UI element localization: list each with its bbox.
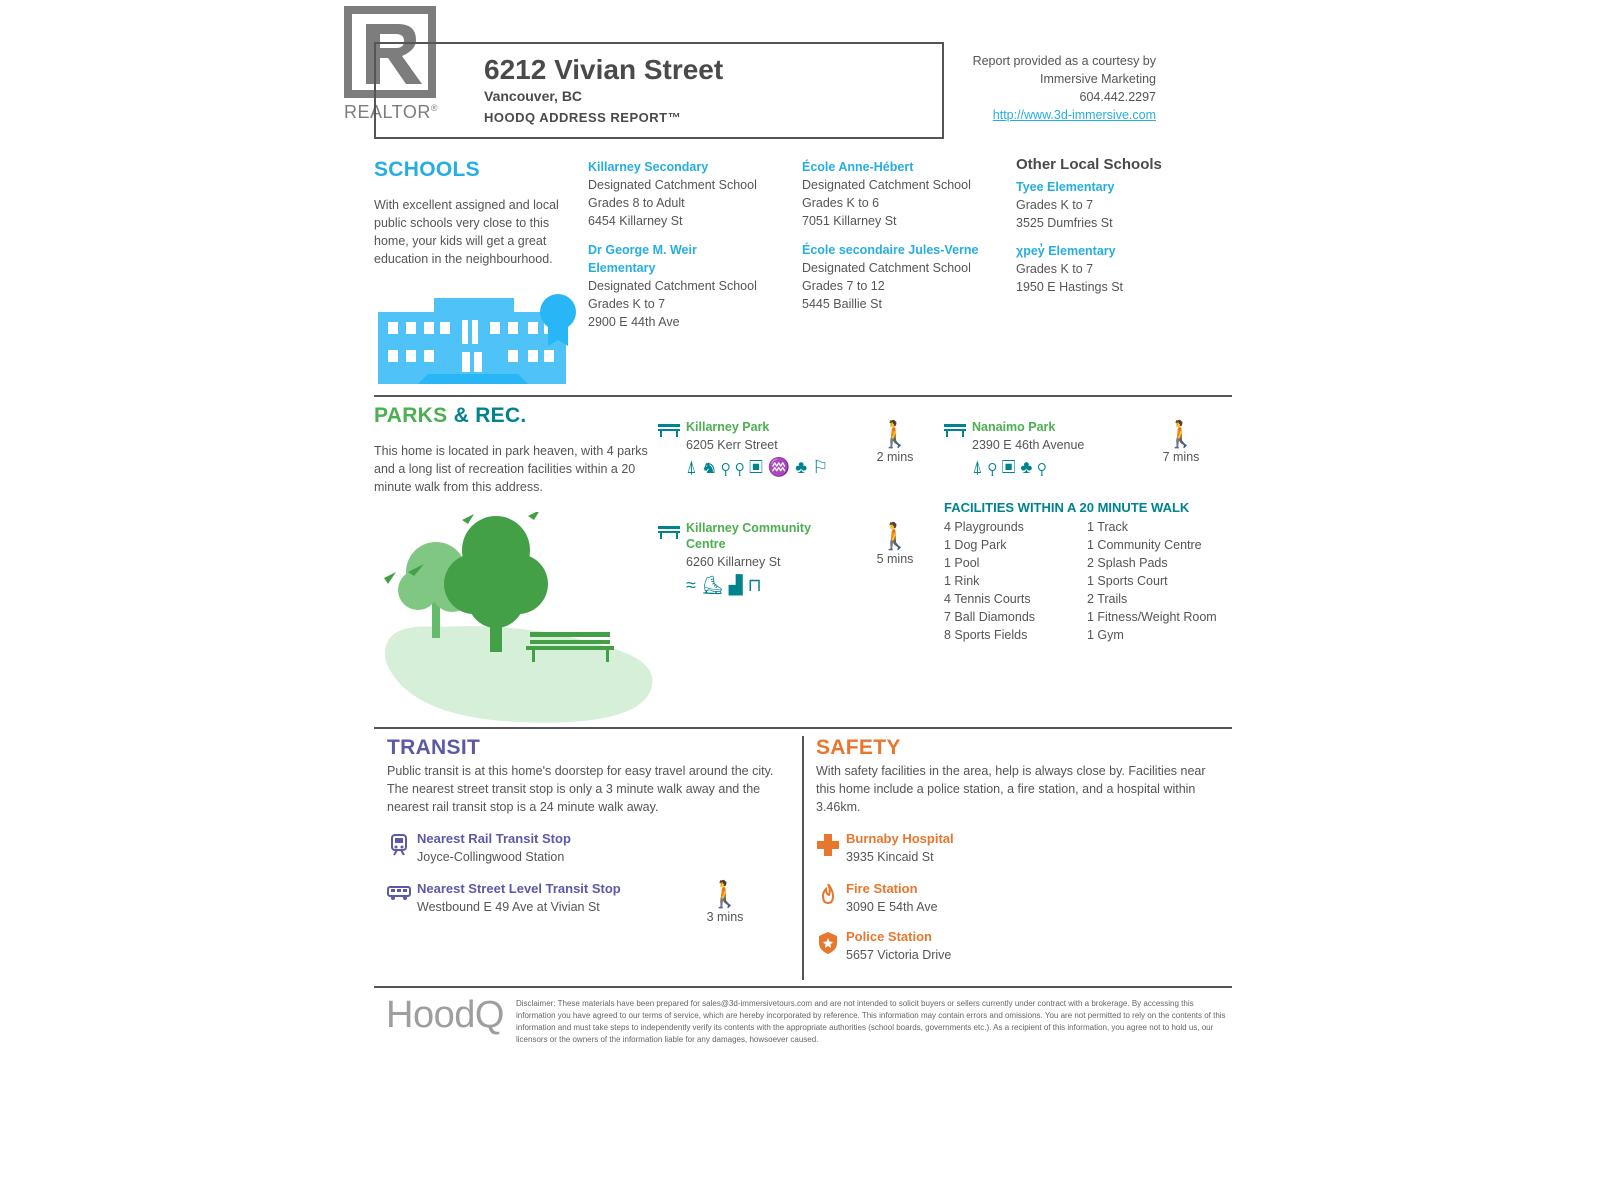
school-name: Killarney Secondary xyxy=(588,160,709,174)
sport-icon: ⚲ xyxy=(987,457,997,477)
facilities-title: FACILITIES WITHIN A 20 MINUTE WALK xyxy=(944,500,1190,515)
city-text: Vancouver, BC xyxy=(484,88,583,104)
facility-item: 1 Rink xyxy=(944,574,980,588)
facility-item: 1 Track xyxy=(1087,520,1128,534)
divider xyxy=(374,986,1232,988)
courtesy-phone: 604.442.2297 xyxy=(1079,90,1156,104)
school-col-2 xyxy=(802,158,1012,313)
facility-item: 2 Trails xyxy=(1087,592,1128,606)
hoodq-logo: HoodQ xyxy=(386,994,504,1036)
walk-time: 3 mins xyxy=(706,910,744,924)
school-name: χpey̓ Elementary xyxy=(1016,244,1116,258)
courtesy-company: Immersive Marketing xyxy=(1040,72,1156,86)
walking-person-icon: 🚶 xyxy=(1164,419,1198,449)
rail-label: Nearest Rail Transit Stop xyxy=(417,831,571,846)
other-schools-title: Other Local Schools xyxy=(1016,156,1162,173)
facility-item: 1 Pool xyxy=(944,556,980,570)
walk-time: 5 mins xyxy=(876,552,914,566)
facility-icons xyxy=(686,456,876,478)
school-grades: Grades K to 7 xyxy=(1016,262,1094,276)
schools-desc: With excellent assigned and local public schools very close to this home, your kids will get a great education in the neighbourhood. xyxy=(374,198,559,266)
facility-item: 1 Sports Court xyxy=(1087,574,1168,588)
pool-icon: ≈ xyxy=(686,575,696,595)
bench-icon xyxy=(658,524,680,545)
fire-icon xyxy=(821,884,835,909)
school-address: 1950 E Hastings St xyxy=(1016,280,1124,294)
train-icon xyxy=(390,834,408,861)
facility-icons xyxy=(972,456,1162,478)
field-icon: ▣ xyxy=(749,457,763,477)
bus-icon xyxy=(387,886,411,905)
school-address: 5445 Baillie St xyxy=(802,297,882,311)
park-name: Killarney Park xyxy=(686,420,770,434)
school-grades: Grades 7 to 12 xyxy=(802,279,885,293)
rail-value: Joyce-Collingwood Station xyxy=(417,850,565,864)
dog-park-icon: ♞ xyxy=(701,457,717,477)
facility-item: 1 Gym xyxy=(1087,628,1124,642)
safety-desc: With safety facilities in the area, help is always close by. Facilities near this home include a police station, a fire station, and a hospital within 3.46km. xyxy=(816,764,1206,814)
bench-icon xyxy=(944,422,966,443)
divider xyxy=(374,727,1232,729)
bench-small-icon: ⊓ xyxy=(747,575,762,595)
walking-person-icon: 🚶 xyxy=(878,521,912,551)
safety-name: Burnaby Hospital xyxy=(846,831,954,846)
disclaimer: Disclaimer: These materials have been prepared for sales@3d-immersivetours.com and are not intended to solicit buyers or sellers currently under contract with a brokerage. By accessing this information you have agreed to our terms of service, which are hereby incorporated by reference. This information may contain errors and omissions. You are not permitted to rely on the contents of this information and must take steps to independently verify its contents with the appropriate authorities (school boards, governments etc.). As a recipient of this information, you agree not to hold us, our licensors or the owners of the information liable for any damages, howsoever caused. xyxy=(516,999,1226,1044)
report-label: HOODQ ADDRESS REPORT™ xyxy=(484,110,682,125)
facilities-left xyxy=(944,518,1084,644)
walk-indicator xyxy=(700,880,750,926)
street-stop-value: Westbound E 49 Ave at Vivian St xyxy=(417,900,600,914)
transit-desc: Public transit is at this home's doorstep for easy travel around the city. The nearest street transit stop is only a 3 minute walk away and the nearest rail transit stop is a 24 minute walk away. xyxy=(387,764,774,814)
playground-icon: ⍋ xyxy=(686,457,697,477)
safety-address: 5657 Victoria Drive xyxy=(846,948,952,962)
school-name: École Anne-Hébert xyxy=(802,160,914,174)
skate-icon: ⛸ xyxy=(700,575,724,595)
school-address: 2900 E 44th Ave xyxy=(588,315,680,329)
school-grades: Grades K to 7 xyxy=(588,297,666,311)
gym-icon: ▟ xyxy=(728,575,743,595)
trail-icon: ♣ xyxy=(795,457,808,477)
school-type: Designated Catchment School xyxy=(802,261,971,275)
realtor-text: REALTOR xyxy=(344,102,431,122)
walk-indicator xyxy=(870,522,920,568)
playground-icon: ⍋ xyxy=(972,457,983,477)
divider xyxy=(374,395,1232,397)
street-stop-label: Nearest Street Level Transit Stop xyxy=(417,881,621,896)
parks-title xyxy=(374,404,527,428)
walk-indicator xyxy=(1156,420,1206,466)
facility-item: 2 Splash Pads xyxy=(1087,556,1168,570)
hospital-cross-icon xyxy=(817,834,839,861)
vertical-divider xyxy=(802,736,804,980)
walk-time: 7 mins xyxy=(1162,450,1200,464)
bench-icon xyxy=(658,422,680,443)
courtesy-url-link[interactable]: http://www.3d-immersive.com xyxy=(992,108,1156,122)
facility-item: 4 Playgrounds xyxy=(944,520,1024,534)
park-address: 2390 E 46th Avenue xyxy=(972,438,1085,452)
school-address: 3525 Dumfries St xyxy=(1016,216,1113,230)
transit-title: TRANSIT xyxy=(387,736,481,759)
facility-item: 8 Sports Fields xyxy=(944,628,1028,642)
park-name-line2: Centre xyxy=(686,537,726,551)
courtesy-line: Report provided as a courtesy by xyxy=(972,54,1156,68)
facility-item: 7 Ball Diamonds xyxy=(944,610,1036,624)
facility-item: 1 Fitness/Weight Room xyxy=(1087,610,1217,624)
police-badge-icon xyxy=(819,932,837,959)
tennis-icon: ⚲ xyxy=(1037,457,1047,477)
school-name: Dr George M. Weir xyxy=(588,243,697,257)
walking-person-icon: 🚶 xyxy=(878,419,912,449)
parks-desc: This home is located in park heaven, with 4 parks and a long list of recreation facilities within a 20 minute walk from this address. xyxy=(374,444,648,494)
schools-title: SCHOOLS xyxy=(374,158,480,181)
school-name: Tyee Elementary xyxy=(1016,180,1115,194)
walk-time: 2 mins xyxy=(876,450,914,464)
walk-indicator xyxy=(870,420,920,466)
park-address: 6205 Kerr Street xyxy=(686,438,778,452)
park-name: Nanaimo Park xyxy=(972,420,1056,434)
facility-item: 4 Tennis Courts xyxy=(944,592,1031,606)
realtor-reg: ® xyxy=(430,103,438,113)
safety-address: 3090 E 54th Ave xyxy=(846,900,938,914)
safety-name: Fire Station xyxy=(846,881,918,896)
facility-item: 1 Community Centre xyxy=(1087,538,1202,552)
school-building-icon xyxy=(378,292,578,392)
walking-person-icon: 🚶 xyxy=(708,879,742,909)
facilities-right xyxy=(1087,518,1237,644)
field-icon: ▣ xyxy=(1001,457,1016,477)
school-type: Designated Catchment School xyxy=(802,178,971,192)
park-illustration xyxy=(378,512,658,724)
school-col-1 xyxy=(588,158,788,331)
school-address: 7051 Killarney St xyxy=(802,214,897,228)
trail-icon: ♣ xyxy=(1020,457,1033,477)
parks-title-a: PARKS xyxy=(374,404,448,427)
school-type: Designated Catchment School xyxy=(588,178,757,192)
safety-title: SAFETY xyxy=(816,736,901,759)
address-title: 6212 Vivian Street xyxy=(484,54,724,85)
facility-item: 1 Dog Park xyxy=(944,538,1007,552)
school-name-line2: Elementary xyxy=(588,261,656,275)
other-schools xyxy=(1016,156,1216,296)
park-name: Killarney Community xyxy=(686,521,812,535)
school-address: 6454 Killarney St xyxy=(588,214,683,228)
school-grades: Grades 8 to Adult xyxy=(588,196,685,210)
runner-icon: ⚐ xyxy=(812,457,829,477)
facility-icons xyxy=(686,574,811,596)
tennis-icon: ⚲ xyxy=(721,457,731,477)
school-name: École secondaire Jules-Verne xyxy=(802,243,979,257)
parks-title-b: & REC. xyxy=(447,404,527,427)
school-grades: Grades K to 7 xyxy=(1016,198,1094,212)
school-type: Designated Catchment School xyxy=(588,279,757,293)
sport-icon: ⚲ xyxy=(735,457,745,477)
safety-address: 3935 Kincaid St xyxy=(846,850,934,864)
safety-name: Police Station xyxy=(846,929,932,944)
courtesy-block xyxy=(900,52,1156,124)
splash-icon: ♒ xyxy=(767,457,791,477)
park-address: 6260 Killarney St xyxy=(686,555,781,569)
school-grades: Grades K to 6 xyxy=(802,196,880,210)
